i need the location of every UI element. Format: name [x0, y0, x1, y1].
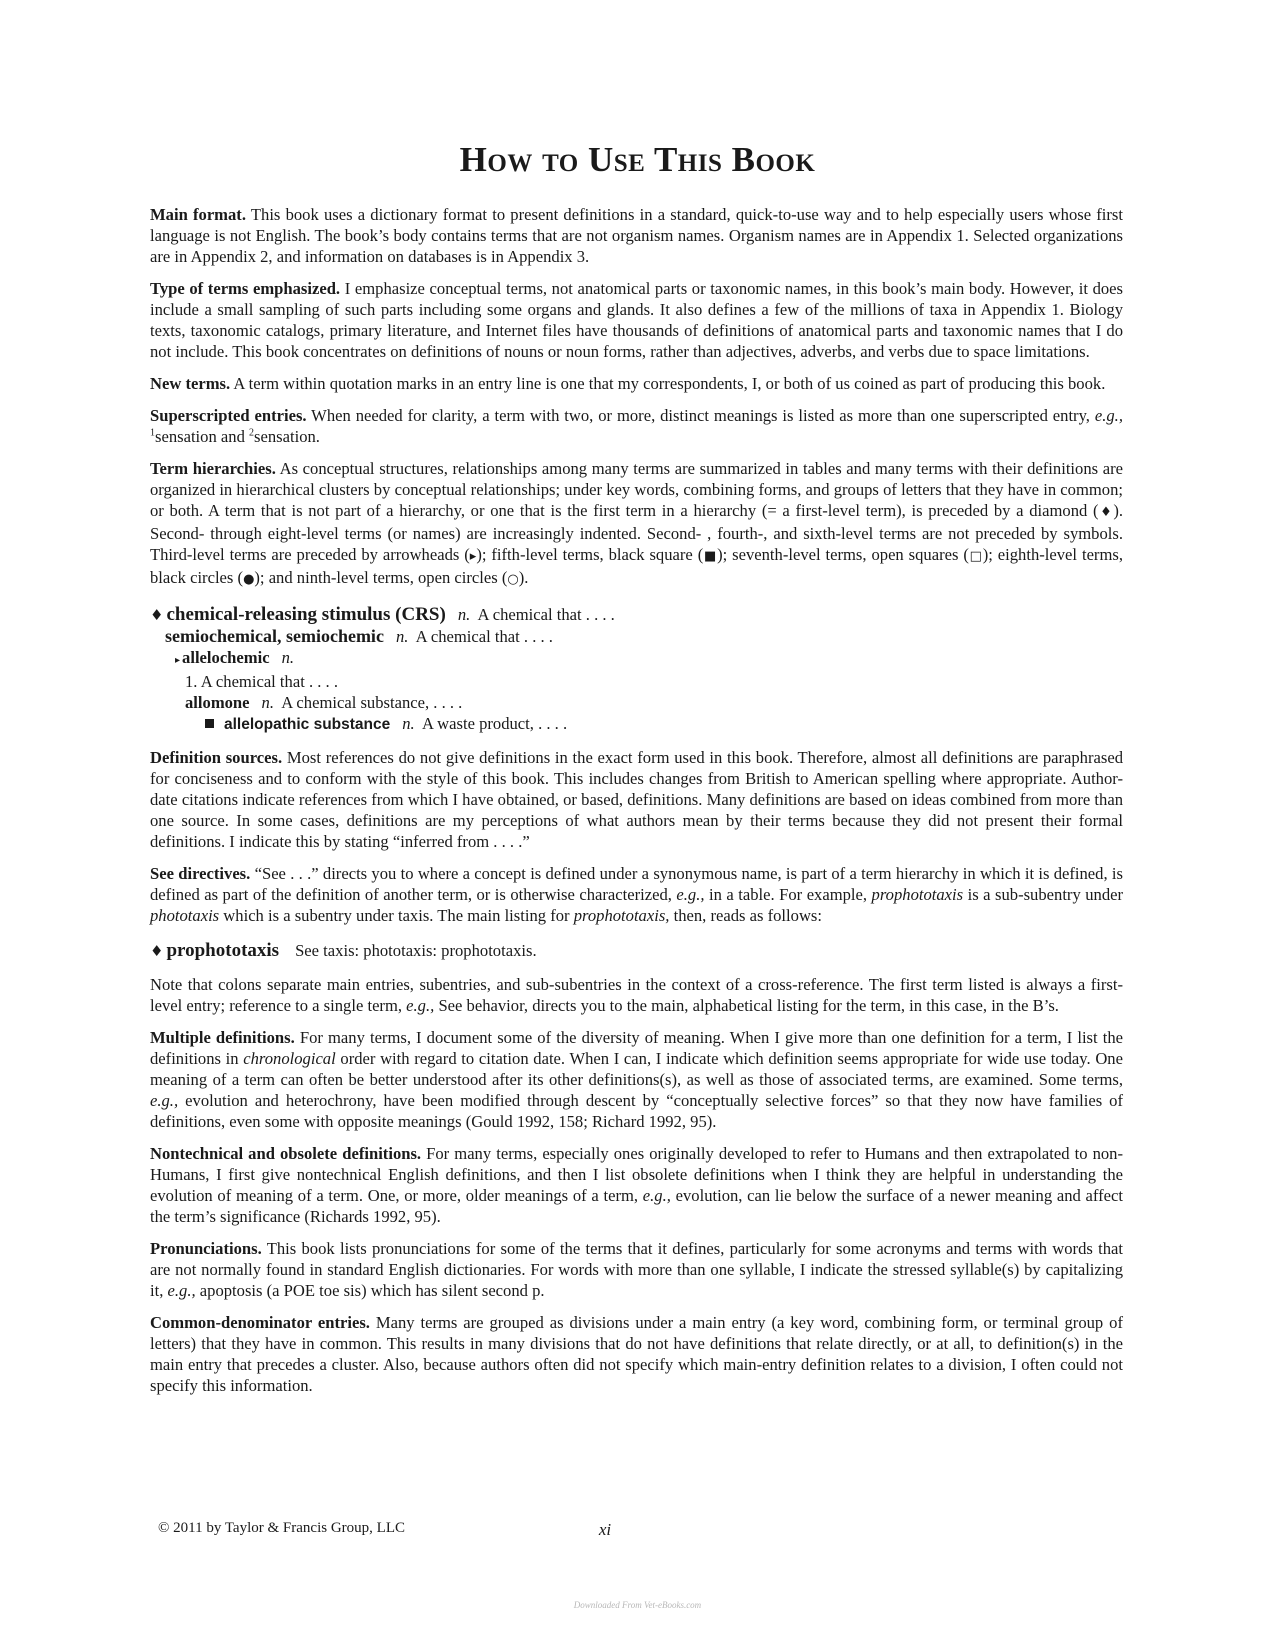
paragraph-common-denominator — [150, 1312, 1123, 1396]
italic-term: phototaxis — [150, 906, 220, 925]
entry-level-1 — [150, 604, 1123, 626]
paragraph-text: sensation and — [155, 427, 245, 446]
see-reference: See taxis: phototaxis: prophototaxis. — [295, 941, 537, 960]
paragraph-text: in a table. For example, — [709, 885, 868, 904]
paragraph-text: ); fifth-level terms, black square ( — [476, 545, 704, 564]
entry-term: allelochemic — [182, 648, 270, 667]
paragraph-text: evolution, can lie below the surface of a newer meaning and affect the term’s significance (Richards 1992, 95). — [150, 1186, 1123, 1226]
paragraph-pronunciations — [150, 1238, 1123, 1301]
paragraph-text: For many terms, especially ones originally developed to refer to Humans and then extrapolated to non-Humans, I first give nontechnical English definitions, and then I list obsolete definitions when I think they are helpful in understanding the evolution of meaning of a term. One, or more, older meanings of a term, — [150, 1144, 1123, 1205]
paragraph-text: For many terms, I document some of the diversity of meaning. When I give more than one definition for a term, I list the definitions in — [150, 1028, 1123, 1068]
paragraph-main-format — [150, 204, 1123, 267]
entry-definition: A waste product, . . . . — [421, 714, 568, 733]
page-content — [150, 204, 1123, 1407]
download-watermark: Downloaded From Vet-eBooks.com — [573, 1600, 702, 1610]
paragraph-text: This book lists pronunciations for some of the terms that it defines, particularly for some acronyms and terms with words that are not normally found in standard English dictionaries. For words with more than one syllable, I indicate the stressed syllable(s) by capitalizing it, — [150, 1239, 1123, 1300]
paragraph-text: See behavior, directs you to the main, alphabetical listing for the term, in this case, in the B’s. — [438, 996, 1059, 1015]
paragraph-text: ). Second- through eight-level terms (or names) are increasingly indented. Second- , fourth-, and sixth-level terms are not preceded by symbols. Third-level terms are preceded by arrowheads ( — [150, 501, 1123, 564]
open-circle-icon: ○ — [507, 572, 519, 587]
paragraph-superscripted — [150, 405, 1123, 447]
paragraph-multiple-definitions — [150, 1027, 1123, 1132]
entry-term: allelopathic substance — [224, 716, 391, 733]
paragraph-heading: Superscripted entries. — [150, 406, 307, 425]
paragraph-text: ). — [518, 568, 529, 587]
paragraph-heading: See directives. — [150, 864, 251, 883]
paragraph-heading: Multiple definitions. — [150, 1028, 295, 1047]
entry-level-1 — [150, 940, 1123, 962]
arrowhead-icon: ▸ — [175, 655, 181, 666]
paragraph-text: Note that colons separate main entries, subentries, and sub-subentries in the context of a cross-reference. The first term listed is always a first-level entry; reference to a single term, — [150, 975, 1123, 1015]
italic-term: chronological — [243, 1049, 336, 1068]
paragraph-text: As conceptual structures, relationships among many terms are summarized in tables and many terms with their definitions are organized in hierarchical clusters by conceptual relationships; under key words, combining forms, and groups of letters that they have in common; or both. A term that is not part of a hierarchy, or one that is the first term in a hierarchy (= a first-level term), is preceded by a diamond ( — [150, 459, 1123, 520]
paragraph-heading: Definition sources. — [150, 748, 283, 767]
paragraph-text: Most references do not give definitions in the exact form used in this book. Therefore, almost all definitions are paraphrased for conciseness and to conform with the style of this book. This includes changes from British to American spelling where appropriate. Author-date citations indicate references from which I have obtained, or based, definitions. Many definitions are based on ideas combined from more than one source. In some cases, definitions are my perceptions of what authors mean by their terms because they did not present their formal definitions. I indicate this by stating “inferred from . . . .” — [150, 748, 1123, 851]
entry-level-3 — [150, 647, 1123, 671]
paragraph-see-directives — [150, 863, 1123, 926]
paragraph-heading: Term hierarchies. — [150, 459, 276, 478]
diamond-icon: ♦ — [150, 606, 164, 624]
paragraph-heading: Nontechnical and obsolete definitions. — [150, 1144, 422, 1163]
paragraph-heading: Pronunciations. — [150, 1239, 262, 1258]
paragraph-text: I emphasize conceptual terms, not anatomical parts or taxonomic names, in this book’s main body. However, it does include a small sampling of such parts including some organs and glands. It also defines a few of the millions of taxa in Appendix 1. Biology texts, taxonomic catalogs, primary literature, and Internet files have thousands of definitions of anatomical parts and taxonomic names that I do not include. This book concentrates on definitions of nouns or noun forms, rather than adjectives, adverbs, and verbs due to space limitations. — [150, 279, 1124, 361]
paragraph-note — [150, 974, 1123, 1016]
entry-definition: A chemical that . . . . — [200, 672, 339, 691]
page-number: xi — [598, 1520, 612, 1539]
black-circle-icon: ● — [243, 572, 255, 587]
entry-term: chemical-releasing stimulus (CRS) — [166, 604, 446, 625]
entry-pos: n. — [261, 693, 274, 712]
eg-abbrev: e.g., — [167, 1281, 196, 1300]
entry-definition: A chemical that . . . . — [415, 627, 553, 646]
paragraph-text: evolution and heterochrony, have been modified through descent by “conceptually selective forces” so that they now have families of definitions, even some with opposite meanings (Gould 1992, 158; Richard 1992, 95). — [150, 1091, 1124, 1131]
entry-term: prophototaxis — [166, 940, 280, 961]
copyright-notice: © 2011 by Taylor & Francis Group, LLC — [158, 1520, 405, 1536]
paragraph-terms-emphasized — [150, 278, 1123, 362]
paragraph-heading: New terms. — [150, 374, 231, 393]
open-square-icon: □ — [968, 549, 983, 564]
paragraph-text: When needed for clarity, a term with two, or more, distinct meanings is listed as more than one superscripted entry, — [311, 406, 1090, 425]
paragraph-text: then, reads as follows: — [673, 906, 822, 925]
paragraph-hierarchies — [150, 458, 1123, 590]
paragraph-text: which is a subentry under taxis. The main listing for — [223, 906, 570, 925]
paragraph-text: ); eighth-level terms, black circles ( — [150, 545, 1123, 587]
paragraph-text: “See . . .” directs you to where a concept is defined under a synonymous name, is part of a term hierarchy in which it is defined, is defined as part of the definition of another term, or is otherwise characterized, — [150, 864, 1123, 904]
italic-term: prophototaxis — [871, 885, 964, 904]
entry-pos: n. — [402, 714, 415, 733]
eg-abbrev: e.g., — [150, 1091, 179, 1110]
paragraph-new-terms — [150, 373, 1123, 394]
superscript-1: 1 — [150, 427, 155, 439]
paragraph-definition-sources — [150, 747, 1123, 852]
entry-pos: n. — [395, 627, 409, 646]
entry-pos: n. — [281, 648, 295, 667]
diamond-icon: ♦ — [1098, 505, 1114, 520]
page-title: How to Use This Book — [459, 140, 816, 179]
diamond-icon: ♦ — [150, 942, 164, 960]
paragraph-text: apoptosis (a POE toe sis) which has silent second p. — [199, 1281, 545, 1300]
entry-definition: A chemical substance, . . . . — [281, 693, 463, 712]
paragraph-text: A term within quotation marks in an entry line is one that my correspondents, I, or both of us coined as part of producing this book. — [233, 374, 1106, 393]
paragraph-nontechnical — [150, 1143, 1123, 1227]
paragraph-heading: Common-denominator entries. — [150, 1313, 370, 1332]
entry-level-4 — [150, 692, 1123, 713]
italic-term: prophototaxis, — [573, 906, 670, 925]
paragraph-text: order with regard to citation date. When I can, I indicate which definition seems appropriate for wide use today. One meaning of a term can often be better understood after its other definitions(s), as well as those of associated terms, are examined. Some terms, — [150, 1049, 1123, 1089]
paragraph-heading: Main format. — [150, 205, 246, 224]
paragraph-text: ); and ninth-level terms, open circles ( — [254, 568, 508, 587]
hierarchy-example — [150, 604, 1123, 735]
paragraph-text: sensation. — [254, 427, 320, 446]
entry-definition: A chemical that . . . . — [477, 605, 615, 624]
paragraph-text: is a sub-subentry under — [967, 885, 1124, 904]
eg-abbrev: e.g., — [642, 1186, 671, 1205]
entry-level-2 — [150, 626, 1123, 647]
eg-abbrev: e.g., — [676, 885, 705, 904]
entry-term: allomone — [185, 693, 250, 712]
paragraph-heading: Type of terms emphasized. — [150, 279, 341, 298]
see-example — [150, 940, 1123, 962]
arrowhead-icon: ▸ — [469, 549, 477, 564]
entry-term: semiochemical, semiochemic — [165, 626, 384, 646]
paragraph-text: Many terms are grouped as divisions under a main entry (a key word, combining form, or terminal group of letters) that they have in common. This results in many divisions that do not have definitions that relate directly, or at all, to definition(s) in the main entry that precedes a cluster. Also, because authors often did not specify which main-entry definition relates to a division, I often could not specify this information. — [150, 1313, 1123, 1395]
entry-level-5 — [150, 713, 1123, 735]
superscript-2: 2 — [249, 427, 255, 439]
black-square-icon — [205, 719, 214, 728]
entry-level-3-definition — [150, 671, 1123, 692]
definition-number: 1. — [185, 672, 198, 691]
entry-pos: n. — [457, 605, 471, 624]
eg-abbrev: e.g., — [406, 996, 435, 1015]
paragraph-text: ); seventh-level terms, open squares ( — [717, 545, 969, 564]
eg-abbrev: e.g., — [1094, 406, 1123, 425]
paragraph-text: This book uses a dictionary format to present definitions in a standard, quick-to-use way and to help especially users whose first language is not English. The book’s body contains terms that are not organism names. Organism names are in Appendix 1. Selected organizations are in Appendix 2, and information on databases is in Appendix 3. — [150, 205, 1123, 266]
black-square-icon: ■ — [703, 549, 718, 564]
